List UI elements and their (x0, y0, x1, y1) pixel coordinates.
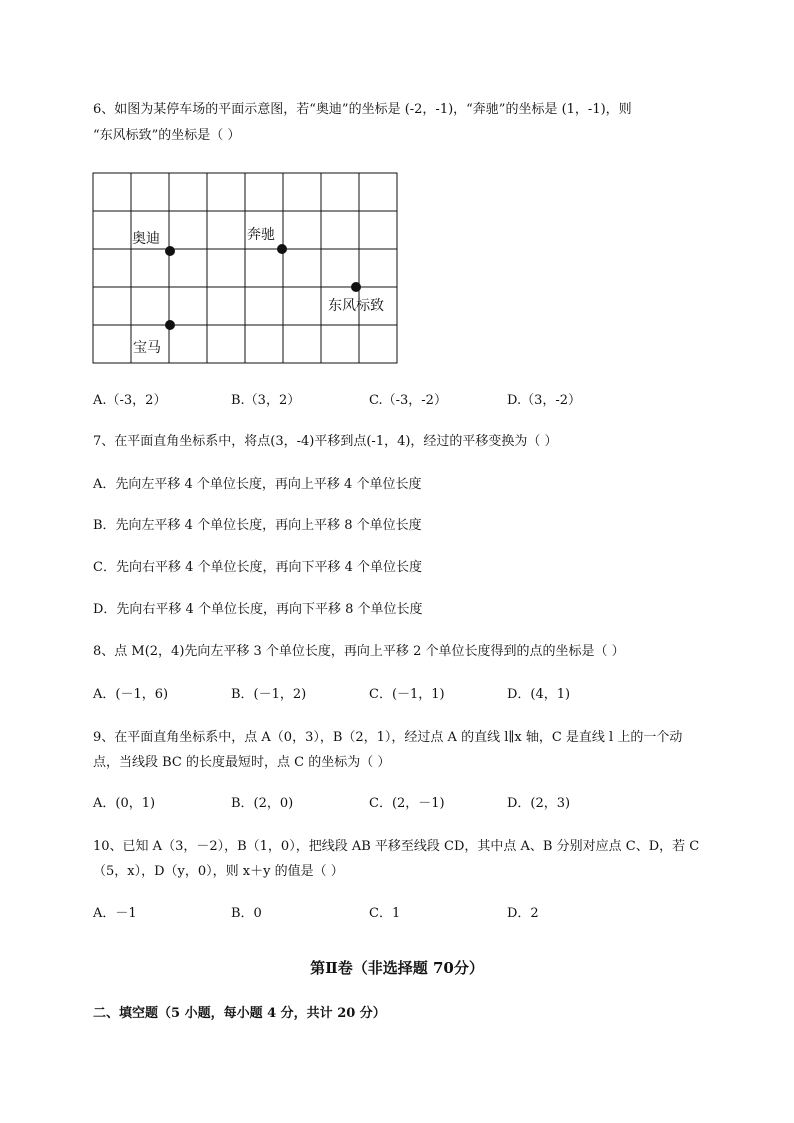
q9-stem-line1: 9、在平面直角坐标系中，点 A（0，3），B（2，1），经过点 A 的直线 l∥x 轴，C 是直线 l 上的一个动 (93, 730, 683, 745)
section-2-title: 第Ⅱ卷（非选择题 70分） (310, 959, 484, 977)
parking-lot-grid-figure (90, 170, 400, 365)
q9-option-c: C．(2，－1) (369, 796, 445, 811)
q9-option-b: B．(2，0) (231, 796, 294, 811)
q8-stem: 8、点 M(2，4)先向左平移 3 个单位长度，再向上平移 2 个单位长度得到的点的坐标是（ ） (93, 644, 625, 659)
q10-option-b: B．0 (231, 906, 262, 921)
q10-option-a: A．－1 (93, 906, 137, 921)
benz-label: 奔驰 (247, 227, 275, 243)
q7-option-d: D．先向右平移 4 个单位长度，再向下平移 8 个单位长度 (93, 602, 423, 617)
q10-option-c: C．1 (369, 906, 401, 921)
q9-option-d: D．(2，3) (507, 796, 571, 811)
q9-stem-line2: 点，当线段 BC 的长度最短时，点 C 的坐标为（ ） (93, 755, 391, 770)
dongfeng-point (351, 282, 361, 292)
bmw-label: 宝马 (133, 340, 161, 356)
q6-option-d: D.（3，-2） (507, 393, 582, 408)
audi-label: 奥迪 (132, 231, 160, 247)
q6-option-c: C.（-3，-2） (369, 393, 447, 408)
q6-option-a: A.（-3，2） (93, 393, 167, 408)
q10-option-d: D．2 (507, 906, 539, 921)
q10-options (93, 905, 713, 923)
grid-lines (93, 173, 397, 363)
q8-options (93, 686, 713, 704)
q7-stem: 7、在平面直角坐标系中，将点(3，-4)平移到点(-1，4)，经过的平移变换为（ ） (93, 434, 558, 449)
q9-options (93, 795, 713, 813)
q6-option-b: B.（3，2） (231, 393, 301, 408)
fill-in-blank-heading: 二、填空题（5 小题，每小题 4 分，共计 20 分） (93, 1006, 386, 1021)
q6-stem-line1: 6、如图为某停车场的平面示意图，若“奥迪”的坐标是 (-2，-1)，“奔驰”的坐标是 (1，-1)，则 (93, 102, 632, 117)
q8-option-c: C．(－1，1) (369, 687, 445, 702)
bmw-point (165, 320, 175, 330)
q7-option-c: C．先向右平移 4 个单位长度，再向下平移 4 个单位长度 (93, 560, 423, 575)
audi-point (165, 246, 175, 256)
q8-option-b: B．(－1，2) (231, 687, 307, 702)
dongfeng-label: 东风标致 (328, 298, 384, 314)
q7-option-b: B．先向左平移 4 个单位长度，再向上平移 8 个单位长度 (93, 518, 422, 533)
q10-stem-line2: （5，x），D（y，0），则 x＋y 的值是（ ） (93, 864, 344, 879)
q6-stem-line2: “东风标致”的坐标是（ ） (93, 128, 241, 143)
benz-point (277, 244, 287, 254)
q6-options (93, 392, 713, 410)
q9-option-a: A．(0，1) (93, 796, 156, 811)
q8-option-d: D．(4，1) (507, 687, 571, 702)
q10-stem-line1: 10、已知 A（3，－2），B（1，0），把线段 AB 平移至线段 CD，其中点 A、B 分别对应点 C、D，若 C (93, 839, 700, 854)
q8-option-a: A．(－1，6) (93, 687, 169, 702)
q7-option-a: A．先向左平移 4 个单位长度，再向上平移 4 个单位长度 (93, 477, 422, 492)
